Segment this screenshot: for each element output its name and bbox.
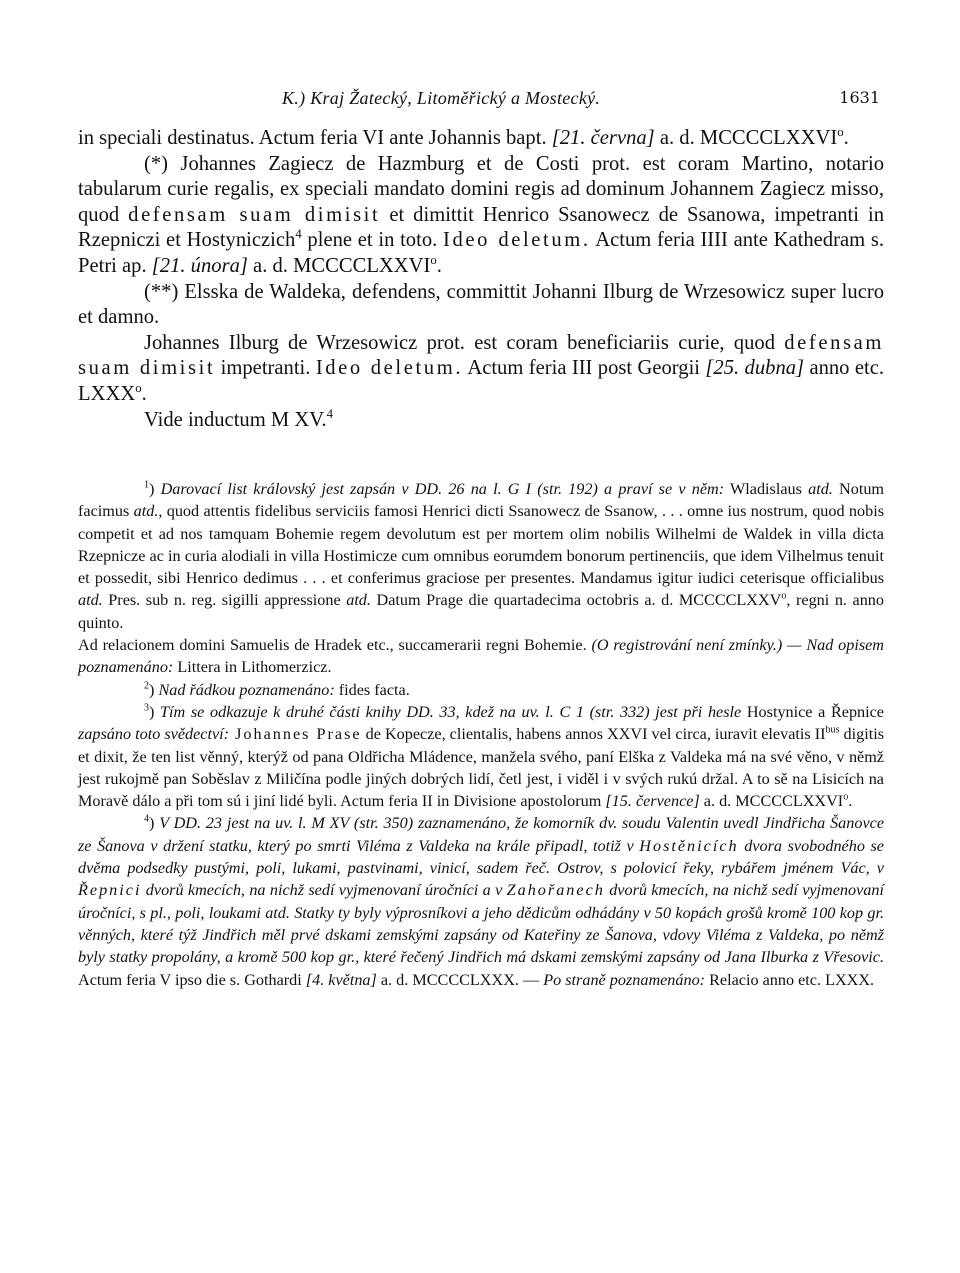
- paragraph-5: Vide inductum M XV.$^4$: [144, 406, 333, 431]
- footnote-4: $^4$) V DD. 23 jest na uv. l. M XV (str. 350) zaznamenáno, že komorník dv. soudu Valentin uvedl Jindřicha Šanovce ze Šanova v držení statku, který po smrti Viléma z Valdeka na krále připadl, totiž v Hostěnicích dvora svobodného se dvěma podsedky pustými, poli, lukami, pastvinami, vinicí, sadem řeč. Ostrov, s polovicí řeky, rybářem jménem Vác, v Řepnici dvorů kmecích, na nichž sedí vyjmenovaní úročníci a v Zahořanech dvorů kmecích, na nichž sedí vyjmenovaní úročníci, s pl., poli, loukami atd. Statky ty byly výprosníkovi a jeho dědicům odhádány v 50 kopách grošů kromě 100 kop gr. věnných, které týž Jindřich měl prvé dskami zemskými zapsány od Kateřiny ze Šanova, vdovy Viléma z Valdeka, po němž byly statky propolány, a kromě 500 kop gr., které řečený Jindřich má dskami zemskými zapsány od Jana Ilburka z Vřesovic. Actum feria V ipso die s. Gothardi [4. května] a. d. MCCCCLXXX. — Po straně poznamenáno: Relacio anno etc. LXXX.: [78, 814, 885, 989]
- paragraph-2: (*) Johannes Zagiecz de Hazmburg et de Costi prot. est coram Martino, notario tabularum curie regalis, ex speciali mandato domini regis ad dominum Johannem Zagiecz misso, quod defensam suam dimisit et dimittit Henrico Ssanowecz de Ssanowa, impetranti in Rzepniczi et Hostyniczich$^4$ plene et in toto. Ideo deletum. Actum feria IIII ante Kathedram s. Petri ap. [21. února] a. d. MCCCCLXXVI$^o$.: [78, 152, 885, 277]
- footnote-1: $^1$) Darovací list královský jest zapsán v DD. 26 na l. G I (str. 192) a praví se v něm: Wladislaus atd. Notum facimus atd., quod attentis fidelibus serviciis famosi Henrici dicti Ssanowecz de Ssanow, . . . omne ius nostrum, quod nobis competit et ad nos tamquam Bohemie regem devolutum est per mortem olim nobilis Wilhelmi de Waldek in villa dicta Rzepnicze ac in curia alodiali in villa Hostimicze cum omnibus eorumdem bonorum pertinenciis, que idem Vilhelmus tenuit et possedit, sibi Henrico dedimus . . . et conferimus graciose per presentes. Mandamus igitur iudici ceterisque officialibus atd. Pres. sub n. reg. sigilli appressione atd. Datum Prage die quartadecima octobris a. d. MCCCCLXXV$^o$, regni n. anno quinto.: [78, 479, 884, 632]
- footnote-ref-4: 4: [295, 227, 302, 242]
- paragraph-4: Johannes Ilburg de Wrzesowicz prot. est coram beneficiariis curie, quod defensam suam dimisit impetranti. Ideo deletum. Actum feria III post Georgii [25. dubna] anno etc. LXXX$^o$.: [78, 331, 884, 405]
- footnote-1-continued: Ad relacionem domini Samuelis de Hradek etc., succamerarii regni Bohemie. (O registrování není zmínky.) — Nad opisem poznamenáno: Littera in Lithomerzicz.: [78, 636, 885, 677]
- paragraph-1: in speciali destinatus. Actum feria VI ante Johannis bapt. [21. června] a. d. MCCCCLXXVI$^o$.: [78, 125, 849, 149]
- running-title: K.) Kraj Žatecký, Litoměřický a Mostecký.: [282, 88, 601, 108]
- footnote-2: $^2$) Nad řádkou poznamenáno: fides facta.: [144, 680, 410, 699]
- page-number: 1631: [839, 88, 880, 107]
- main-text: [78, 126, 884, 433]
- footnote-ref-4: 4: [326, 406, 333, 421]
- paragraph-3: (**) Elsska de Waldeka, defendens, committit Johanni Ilburg de Wrzesowicz super lucro et damno.: [78, 280, 884, 329]
- footnotes: [78, 478, 884, 991]
- running-head: [78, 88, 884, 112]
- footnote-3: $^3$) Tím se odkazuje k druhé části knihy DD. 33, kdež na uv. l. C 1 (str. 332) jest při hesle Hostynice a Řepnice zapsáno toto svědectví: Johannes Prase de Kopecze, clientalis, habens annos XXVI vel circa, iuravit elevatis $II^{bus}$ digitis et dixit, že ten list věnný, kterýž od pana Oldřicha Mládence, manžela svého, paní Elška z Valdeka má na své věno, v němž jest rukojmě pan Soběslav z Miličína podle jiných dobrých lidí, četl jest, i viděl i v svých rukú držal. A to sě na Lisicích na Moravě dálo a při tom sú i jiní lidé byli. Actum feria II in Divisione apostolorum [15. července] a. d. MCCCCLXXVI$^o$.: [78, 702, 885, 811]
